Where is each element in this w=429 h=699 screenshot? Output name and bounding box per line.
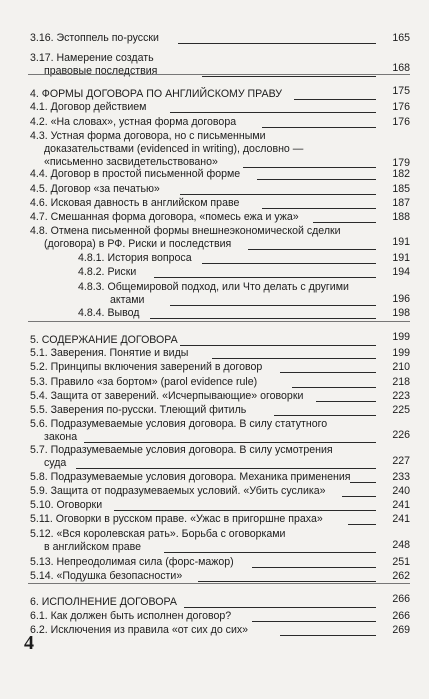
- toc-entry-line: актами: [110, 294, 145, 306]
- toc-entry-line: 5.5. Заверения по-русски. Тлеющий фитиль: [30, 404, 247, 416]
- toc-page-number: 187: [392, 197, 410, 209]
- toc-entry-line: 5.8. Подразумеваемые условия договора. Механика применения: [30, 471, 351, 483]
- toc-entry-line: 5.9. Защита от подразумеваемых условий. «Убить суслика»: [30, 485, 326, 497]
- section-divider: [28, 583, 410, 584]
- toc-leader-line: [150, 318, 376, 319]
- toc-entry-line: правовые последствия: [44, 65, 158, 77]
- toc-leader-line: [198, 581, 376, 582]
- toc-entry-line: 5.14. «Подушка безопасности»: [30, 570, 183, 582]
- toc-leader-line: [154, 277, 376, 278]
- toc-entry-line: 5.4. Защита от заверений. «Исчерпывающие» оговорки: [30, 390, 304, 402]
- toc-entry-line: закона: [44, 431, 78, 443]
- toc-entry-line: (договора) в РФ. Риски и последствия: [44, 238, 232, 250]
- toc-leader-line: [180, 194, 376, 195]
- toc-entry-line: 4.8.4. Вывод: [78, 307, 140, 319]
- section-divider: [28, 74, 410, 75]
- toc-entry-line: 6.2. Исключения из правила «от сих до сих»: [30, 624, 249, 636]
- toc-page-number: 248: [392, 539, 410, 551]
- toc-leader-line: [178, 43, 376, 44]
- toc-leader-line: [212, 358, 376, 359]
- toc-leader-line: [292, 387, 376, 388]
- toc-page-number: 176: [392, 101, 410, 113]
- toc-leader-line: [348, 524, 376, 525]
- toc-leader-line: [313, 222, 376, 223]
- toc-entry-line: 5.13. Непреодолимая сила (форс-мажор): [30, 556, 234, 568]
- toc-entry-line: 5.12. «Вся королевская рать». Борьба с оговорками: [30, 528, 286, 540]
- toc-page-number: 168: [392, 62, 410, 74]
- toc-leader-line: [294, 99, 376, 100]
- toc-leader-line: [257, 179, 376, 180]
- toc-page-number: 188: [392, 211, 410, 223]
- toc-entry-line: 4.8.1. История вопроса: [78, 252, 192, 264]
- toc-entry-line: 4.8.2. Риски: [78, 266, 137, 278]
- toc-entry-line: 6.1. Как должен быть исполнен договор?: [30, 610, 232, 622]
- toc-leader-line: [84, 442, 376, 443]
- toc-leader-line: [202, 263, 376, 264]
- toc-entry-line: 4.7. Смешанная форма договора, «помесь ежа и ужа»: [30, 211, 299, 223]
- toc-leader-line: [262, 127, 376, 128]
- toc-entry-line: 5.2. Принципы включения заверений в договор: [30, 361, 263, 373]
- toc-page-number: 198: [392, 307, 410, 319]
- toc-entry-line: 4.2. «На словах», устная форма договора: [30, 116, 237, 128]
- toc-entry-line: 4.8. Отмена письменной формы внешнеэкономической сделки: [30, 225, 341, 237]
- toc-page-number: 226: [392, 429, 410, 441]
- toc-leader-line: [184, 607, 376, 608]
- toc-entry-line: 5. СОДЕРЖАНИЕ ДОГОВОРА: [30, 334, 178, 346]
- toc-leader-line: [202, 76, 376, 77]
- toc-entry-line: 5.6. Подразумеваемые условия договора. В силу статутного: [30, 418, 328, 430]
- toc-entry-line: 5.3. Правило «за бортом» (parol evidence rule): [30, 376, 258, 388]
- toc-page-number: 225: [392, 404, 410, 416]
- toc-entry-line: 4.1. Договор действием: [30, 101, 147, 113]
- toc-entry-line: 5.7. Подразумеваемые условия договора. В силу усмотрения: [30, 444, 333, 456]
- toc-leader-line: [248, 249, 376, 250]
- toc-leader-line: [262, 208, 376, 209]
- toc-leader-line: [170, 112, 376, 113]
- toc-page-number: 266: [392, 610, 410, 622]
- toc-entry-line: 5.10. Оговорки: [30, 499, 103, 511]
- toc-page-number: 227: [392, 455, 410, 467]
- toc-entry-line: в английском праве: [44, 541, 142, 553]
- toc-leader-line: [114, 510, 376, 511]
- toc-page-number: 251: [392, 556, 410, 568]
- toc-page-number: 266: [392, 593, 410, 605]
- toc-entry-line: «письменно засвидетельствовано»: [44, 156, 218, 168]
- section-divider: [28, 321, 410, 322]
- toc-entry-line: 3.17. Намерение создать: [30, 52, 154, 64]
- toc-page-number: 185: [392, 183, 410, 195]
- toc-page-number: 196: [392, 293, 410, 305]
- toc-page-number: 218: [392, 376, 410, 388]
- toc-entry-line: 5.11. Оговорки в русском праве. «Ужас в пригоршне праха»: [30, 513, 323, 525]
- toc-entry-line: 4.3. Устная форма договора, но с письменными: [30, 130, 266, 142]
- toc-leader-line: [76, 468, 376, 469]
- toc-page-number: 191: [392, 252, 410, 264]
- toc-page-number: 165: [392, 32, 410, 44]
- toc-leader-line: [164, 552, 376, 553]
- toc-page-number: 182: [392, 168, 410, 180]
- toc-entry-line: 4.5. Договор «за печатью»: [30, 183, 160, 195]
- toc-entry-line: 4.4. Договор в простой письменной форме: [30, 168, 241, 180]
- toc-page-number: 199: [392, 347, 410, 359]
- toc-leader-line: [252, 621, 376, 622]
- toc-page-number: 262: [392, 570, 410, 582]
- toc-leader-line: [342, 496, 376, 497]
- toc-leader-line: [170, 305, 376, 306]
- toc-page-number: 241: [392, 513, 410, 525]
- toc-entry-line: 4. ФОРМЫ ДОГОВОРА ПО АНГЛИЙСКОМУ ПРАВУ: [30, 88, 283, 100]
- toc-page-number: 240: [392, 485, 410, 497]
- toc-page-number: 176: [392, 116, 410, 128]
- toc-leader-line: [280, 635, 376, 636]
- toc-leader-line: [252, 567, 376, 568]
- toc-page-number: 269: [392, 624, 410, 636]
- page-number: 4: [24, 632, 34, 654]
- toc-page-number: 179: [392, 157, 410, 169]
- toc-leader-line: [243, 167, 376, 168]
- toc-entry-line: 4.8.3. Общемировой подход, или Что делать с другими: [78, 281, 349, 293]
- toc-leader-line: [350, 482, 376, 483]
- toc-page-number: 241: [392, 499, 410, 511]
- toc-entry-line: 6. ИСПОЛНЕНИЕ ДОГОВОРА: [30, 596, 177, 608]
- toc-entry-line: 4.6. Исковая давность в английском праве: [30, 197, 240, 209]
- toc-entry-line: 3.16. Эстоппель по-русски: [30, 32, 159, 44]
- toc-page-number: 223: [392, 390, 410, 402]
- toc-page-number: 175: [392, 85, 410, 97]
- toc-page-number: 199: [392, 331, 410, 343]
- toc-leader-line: [180, 345, 376, 346]
- toc-page-number: 233: [392, 471, 410, 483]
- toc-entry-line: 5.1. Заверения. Понятие и виды: [30, 347, 189, 359]
- toc-entry-line: доказательствами (evidenced in writing), дословно —: [44, 143, 304, 155]
- toc-leader-line: [280, 372, 376, 373]
- toc-page-number: 191: [392, 236, 410, 248]
- toc-entry-line: суда: [44, 457, 67, 469]
- toc-page-number: 194: [392, 266, 410, 278]
- toc-leader-line: [316, 401, 376, 402]
- toc-leader-line: [274, 415, 376, 416]
- toc-page-number: 210: [392, 361, 410, 373]
